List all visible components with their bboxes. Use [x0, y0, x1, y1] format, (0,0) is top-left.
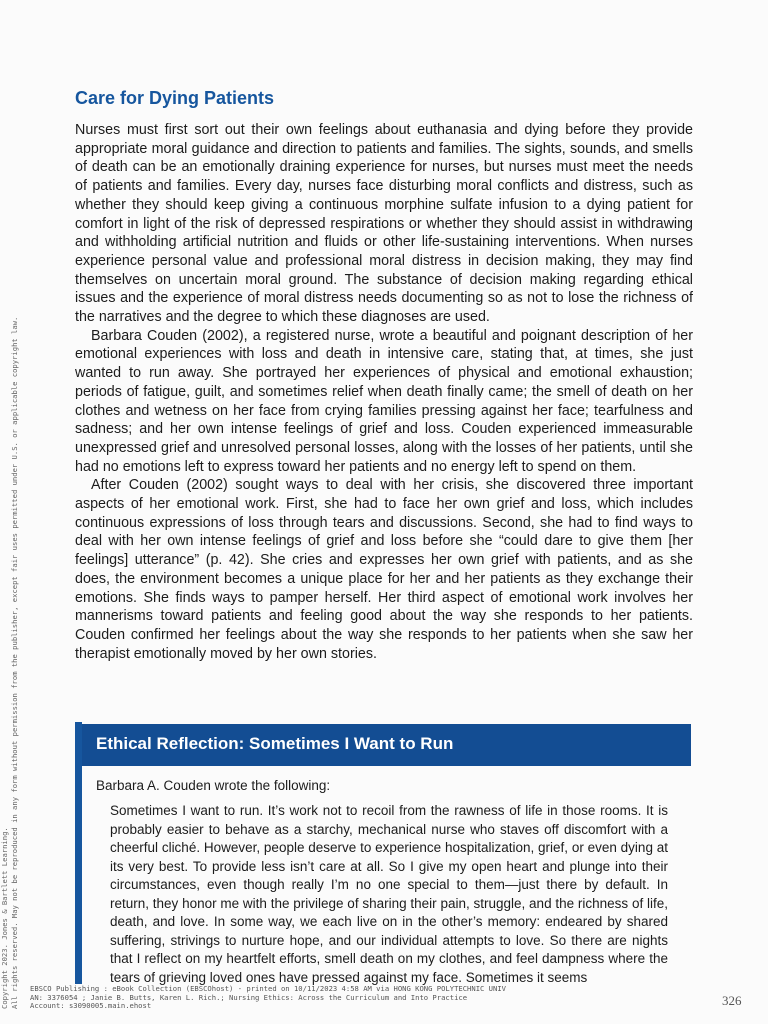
reflection-box-stripe	[75, 722, 82, 984]
side-copyright-notice	[0, 255, 19, 1015]
reflection-box-title: Ethical Reflection: Sometimes I Want to Run	[96, 734, 454, 753]
footer-line-1: EBSCO Publishing : eBook Collection (EBSCOhost) - printed on 10/11/2023 4:58 AM via HONG KONG POLYTECHNIC UNIV	[30, 984, 506, 993]
quote-text: Sometimes I want to run. It’s work not to recoil from the rawness of life in those rooms. It is probably easier to behave as a starchy, mechanical nurse who staves off discomfort with a cheerful cliché. However, people deserve to experience hospitalization, grief, or even dying at its very best. To provide less isn’t care at all. So I give my open heart and plunge into their circumstances, even though really I’m no one special to them—just there by default. In return, they honor me with the privilege of sharing their pain, struggle, and the richness of life, death, and love. In some way, we each live on in the other’s memory: endeared by shared suffering, strivings to nurture hope, and our individual attempts to love. So there are nights that I reflect on my heartfelt efforts, smell death on my clothes, and feel dampness where the tears of grieving loved ones have pressed against my face. Sometimes it seems	[110, 803, 668, 985]
paragraph-3: After Couden (2002) sought ways to deal with her crisis, she discovered three important aspects of her emotional work. First, she had to face her own grief and loss, which includes continuous expressions of loss through tears and discussions. Second, she had to find ways to deal with her own intense feelings of grief and loss before she “could dare to give them [her feelings] utterance” (p. 42). She cries and expresses her own grief with patients, and as she does, the environment becomes a unique place for her and her patients as they exchange their emotions. She finds ways to pamper herself. Her third aspect of emotional work involves her mannerisms toward patients and feeling good about the way she responds to her patients. Couden confirmed her feelings about the way she responds to her patients when she saw her therapist emotionally moved by her own stories.	[75, 477, 693, 662]
reflection-box-intro: Barbara A. Couden wrote the following:	[96, 778, 331, 793]
paragraph-2: Barbara Couden (2002), a registered nurse, wrote a beautiful and poignant description of her emotional experiences with loss and death in intensive care, stating that, at times, she just wanted to run away. She portrayed her experiences of physical and emotional exhaustion; periods of fatigue, guilt, and sometimes relief when death finally came; the smell of death on her clothes and wetness on her face from crying families pressing against her face; tearfulness and sadness; and her own intense feelings of grief and loss. Couden experienced immeasurable unexpressed grief and unresolved personal losses, along with the losses of her patients, until she had no emotions left to express toward her patients and no energy left to spend on them.	[75, 327, 693, 475]
reflection-box-quote	[110, 802, 668, 987]
paragraph-1: Nurses must first sort out their own feelings about euthanasia and dying before they provide appropriate moral guidance and direction to patients and families. The sights, sounds, and smells of death can be an emotionally draining experience for nurses, but nurses must meet the needs of patients and families. Every day, nurses face disturbing moral conflicts and distress, such as whether they should keep giving a continuous morphine sulfate infusion to a dying patient for comfort in light of the risk of depressed respirations or whether they should assist in withdrawing and withholding artificial nutrition and fluids or other life-sustaining interventions. When nurses experience personal value and professional moral distress in decision making, they may find themselves on uncertain moral ground. The substance of decision making regarding ethical issues and the experience of moral distress needs documenting so as not to lose the richness of the narratives and the degree to which these diagnoses are used.	[75, 122, 693, 326]
reflection-box-header	[82, 724, 691, 766]
footer-line-3: Account: s3090005.main.ehost	[30, 1001, 152, 1010]
footer-line-2: AN: 3376054 ; Janie B. Butts, Karen L. Rich.; Nursing Ethics: Across the Curriculum and Into Practice	[30, 992, 468, 1002]
page-footer	[30, 985, 506, 1011]
section-title: Care for Dying Patients	[75, 88, 275, 108]
section-body	[75, 121, 693, 663]
copyright-line-1: Copyright 2023. Jones & Bartlett Learning.	[0, 827, 9, 1009]
page-number: 326	[722, 993, 742, 1008]
copyright-line-2: All rights reserved. May not be reproduced in any form without permission from the publisher, except fair uses permitted under U.S. or applicable copyright law.	[9, 316, 19, 1009]
